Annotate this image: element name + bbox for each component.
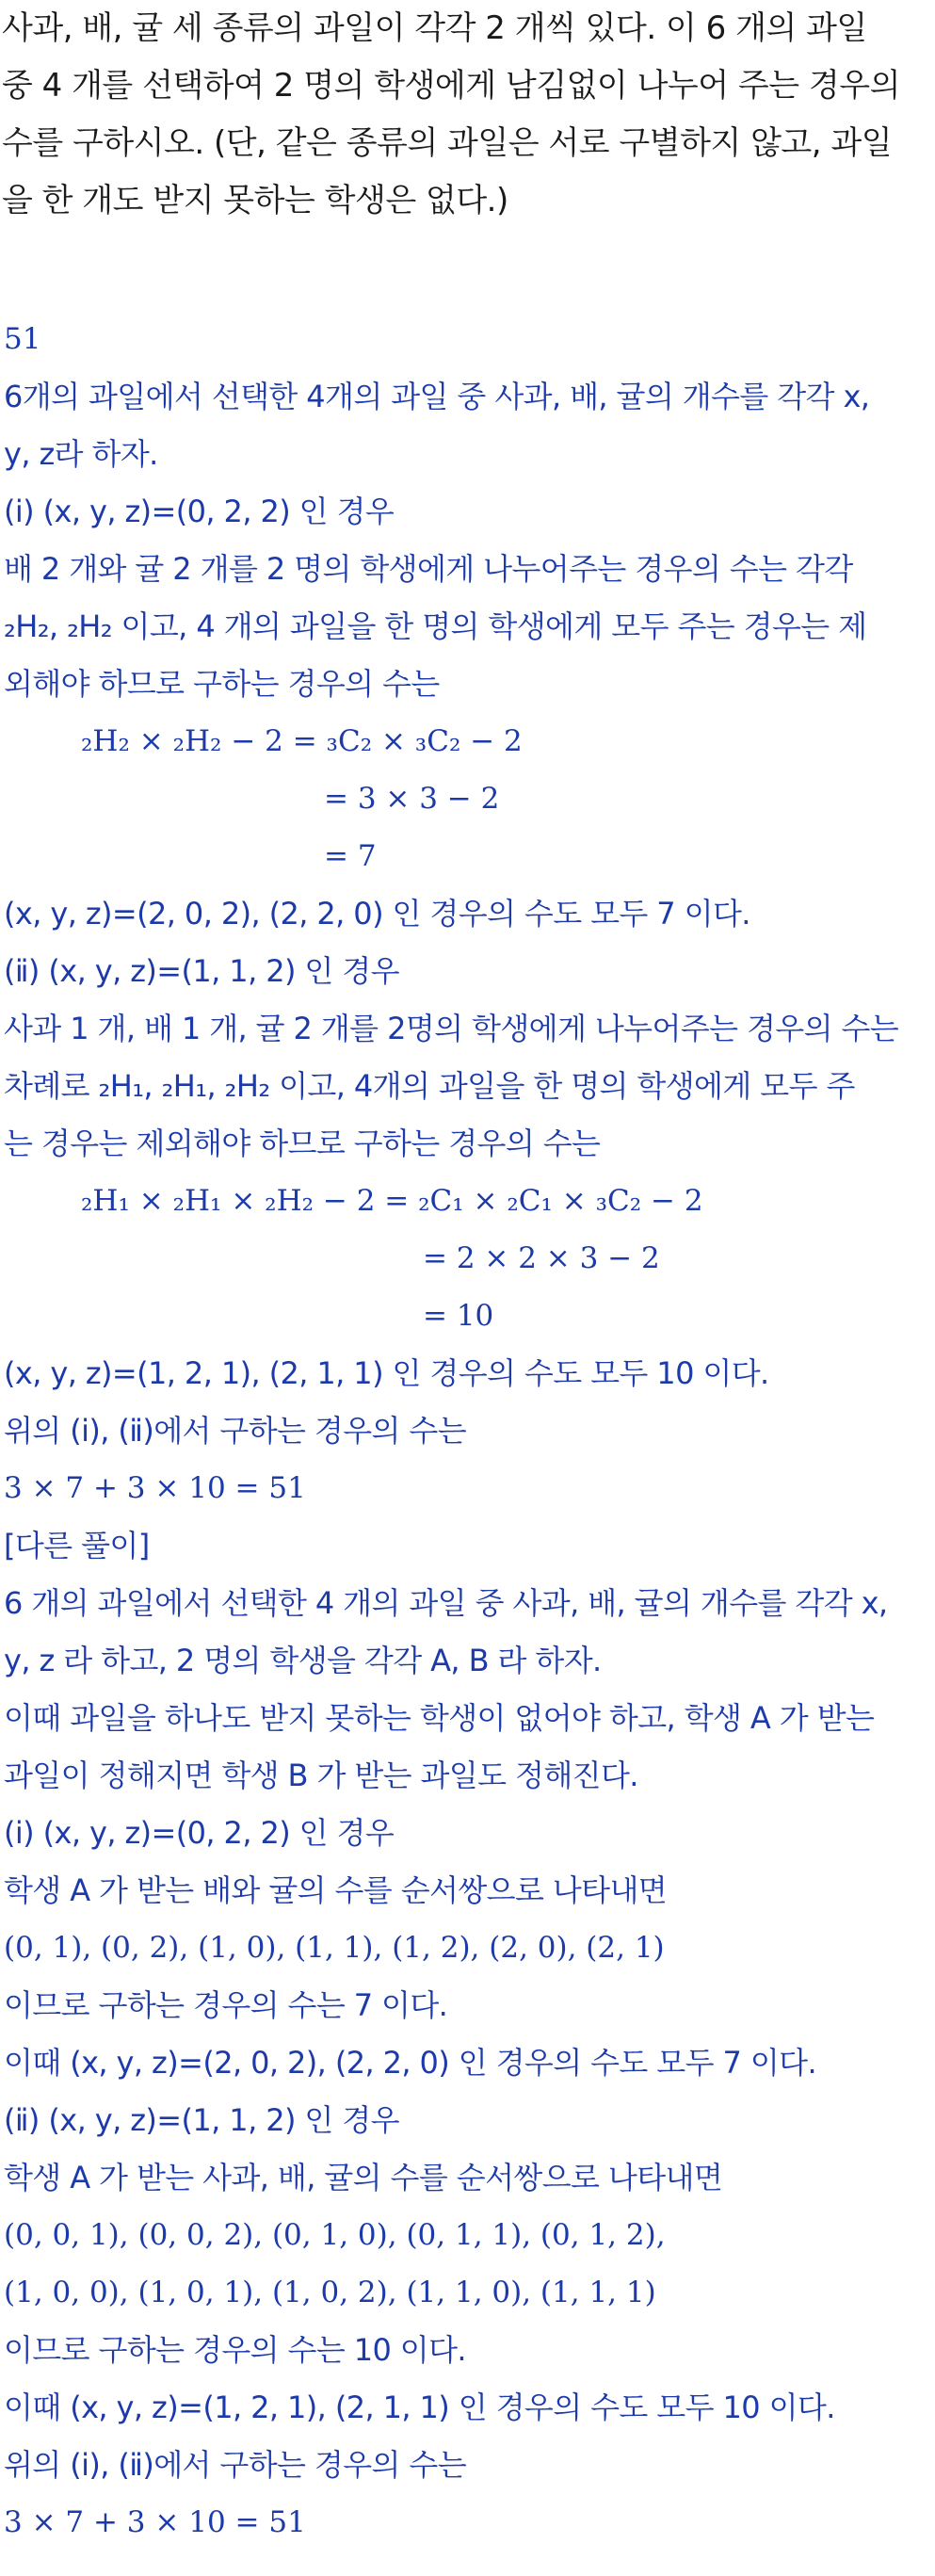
equation: = 3 × 3 − 2 — [324, 782, 500, 816]
solution-line: 차례로 ₂H₁, ₂H₁, ₂H₂ 이고, 4개의 과일을 한 명의 학생에게 모두 주 — [4, 1068, 855, 1104]
solution-line: 사과 1 개, 배 1 개, 귤 2 개를 2명의 학생에게 나누어주는 경우의 수는 — [4, 1011, 899, 1046]
problem-statement — [2, 0, 932, 230]
solution-line: 위의 (ⅰ), (ⅱ)에서 구하는 경우의 수는 — [4, 2447, 467, 2483]
case-heading: (ⅰ) (x, y, z)=(0, 2, 2) 인 경우 — [4, 1815, 395, 1851]
alt-solution-heading: [다른 풀이] — [4, 1528, 150, 1563]
solution-line: 배 2 개와 귤 2 개를 2 명의 학생에게 나누어주는 경우의 수는 각각 — [4, 551, 853, 587]
equation: = 10 — [423, 1299, 494, 1333]
problem-line: 수를 구하시오. (단, 같은 종류의 과일은 서로 구별하지 않고, 과일 — [2, 124, 893, 162]
solution-line: 위의 (ⅰ), (ⅱ)에서 구하는 경우의 수는 — [4, 1413, 467, 1449]
solution-line: y, z 라 하고, 2 명의 학생을 각각 A, B 라 하자. — [4, 1643, 602, 1678]
problem-line: 을 한 개도 받지 못하는 학생은 없다.) — [2, 182, 508, 219]
answer: 51 — [4, 322, 41, 356]
solution-line: 학생 A 가 받는 배와 귤의 수를 순서쌍으로 나타내면 — [4, 1872, 668, 1908]
solution-line: 학생 A 가 받는 사과, 배, 귤의 수를 순서쌍으로 나타내면 — [4, 2160, 723, 2195]
equation: 3 × 7 + 3 × 10 = 51 — [4, 1471, 306, 1505]
solution-line: ₂H₂, ₂H₂ 이고, 4 개의 과일을 한 명의 학생에게 모두 주는 경우는 제 — [4, 608, 867, 644]
solution-line: (x, y, z)=(1, 2, 1), (2, 1, 1) 인 경우의 수도 모두 10 이다. — [4, 1355, 769, 1391]
solution-line: 6개의 과일에서 선택한 4개의 과일 중 사과, 배, 귤의 개수를 각각 x, — [4, 379, 870, 414]
solution-line: 이때 과일을 하나도 받지 못하는 학생이 없어야 하고, 학생 A 가 받는 — [4, 1700, 875, 1736]
equation: 3 × 7 + 3 × 10 = 51 — [4, 2505, 306, 2539]
solution-line: 과일이 정해지면 학생 B 가 받는 과일도 정해진다. — [4, 1758, 638, 1793]
solution-line: 이때 (x, y, z)=(1, 2, 1), (2, 1, 1) 인 경우의 수도 모두 10 이다. — [4, 2390, 835, 2425]
equation: = 2 × 2 × 3 − 2 — [423, 1241, 660, 1275]
case-heading: (ⅰ) (x, y, z)=(0, 2, 2) 인 경우 — [4, 494, 395, 529]
case-heading: (ⅱ) (x, y, z)=(1, 1, 2) 인 경우 — [4, 953, 399, 989]
solution-line: 는 경우는 제외해야 하므로 구하는 경우의 수는 — [4, 1126, 601, 1161]
solution-line: 외해야 하므로 구하는 경우의 수는 — [4, 666, 440, 702]
equation: ₂H₁ × ₂H₁ × ₂H₂ − 2 = ₂C₁ × ₂C₁ × ₃C₂ − 2 — [81, 1184, 703, 1218]
ordered-pairs: (0, 1), (0, 2), (1, 0), (1, 1), (1, 2), (2, 0), (2, 1) — [4, 1931, 665, 1965]
ordered-triples: (0, 0, 1), (0, 0, 2), (0, 1, 0), (0, 1, 1), (0, 1, 2), — [4, 2218, 666, 2252]
problem-line: 사과, 배, 귤 세 종류의 과일이 각각 2 개씩 있다. 이 6 개의 과일 — [2, 9, 867, 47]
solution-line: 이므로 구하는 경우의 수는 10 이다. — [4, 2332, 467, 2368]
equation: ₂H₂ × ₂H₂ − 2 = ₃C₂ × ₃C₂ − 2 — [81, 724, 523, 758]
solution-line: 이때 (x, y, z)=(2, 0, 2), (2, 2, 0) 인 경우의 수도 모두 7 이다. — [4, 2045, 817, 2081]
ordered-triples: (1, 0, 0), (1, 0, 1), (1, 0, 2), (1, 1, 0), (1, 1, 1) — [4, 2276, 656, 2309]
solution-line: 이므로 구하는 경우의 수는 7 이다. — [4, 1987, 448, 2023]
case-heading: (ⅱ) (x, y, z)=(1, 1, 2) 인 경우 — [4, 2102, 399, 2138]
solution-line: y, z라 하자. — [4, 436, 158, 472]
solution-line: 6 개의 과일에서 선택한 4 개의 과일 중 사과, 배, 귤의 개수를 각각 x, — [4, 1585, 888, 1621]
problem-line: 중 4 개를 선택하여 2 명의 학생에게 남김없이 나누어 주는 경우의 — [2, 67, 900, 105]
solution-line: (x, y, z)=(2, 0, 2), (2, 2, 0) 인 경우의 수도 모두 7 이다. — [4, 896, 750, 932]
equation: = 7 — [324, 839, 377, 873]
solution — [4, 311, 931, 2552]
